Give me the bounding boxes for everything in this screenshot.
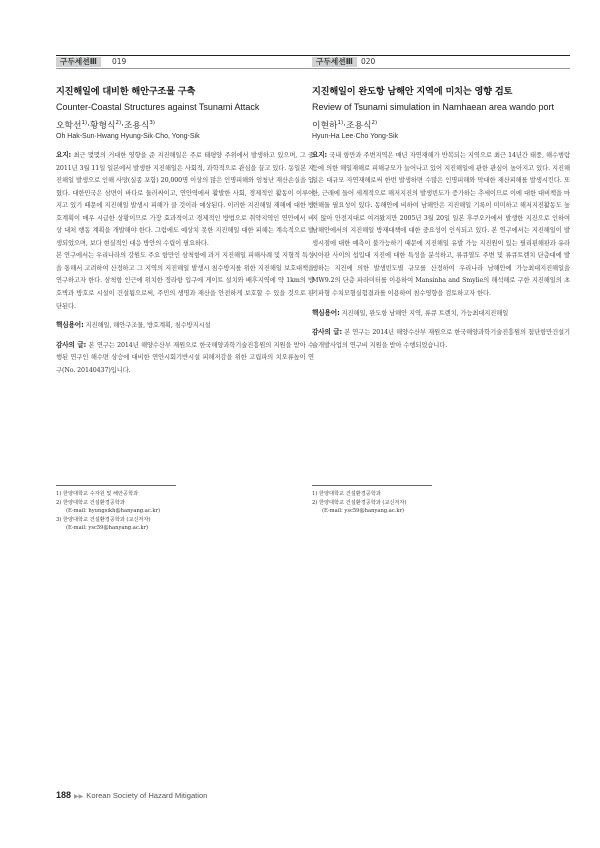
- title-english: Review of Tsunami simulation in Namhaean area wando port: [312, 102, 554, 112]
- author-sup: 1): [81, 120, 88, 127]
- abstract-text: 국내 항만과 주변지역은 매년 자연재해가 반복되는 지역으로 최근 14년간 태풍, 해수범람 등에 의한 해일재해로 피해규모가 늘어나고 있어 지진해일에 관한 관심이 높아지고 있다. 지진해일은 대규모 자연재해로써 한번 발생하면 수많은 인명피해와 막대한 재산피해를 발생시킨다. 또한, 근래에 들어 세계적으로 해저지진의 발생빈도가 증가하는 추세이므로 이에 대한 대비책을 마련해둘 필요성이 있다. 동해안에 비하여 남해안은 지진해일 기록이 미미하고 해저지진활동도 높지 않아 안전지대로 여겨왔지만 2005년 3월 20일 일본 후쿠오카에서 발생한 지진으로 인하여 남해안에서의 지진해일 방재대책에 대한 중요성이 인식되고 있다. 본 연구에서는 지진해일이 발생시점에 대한 예측이 불가능하기 때문에 지진해일 유발 가능 지진원이 있는 필리핀해판과 유라시아판 사이의 섭입대 지진에 대한 특성을 분석하고, 류큐열도 주변 및 류큐트렌치 단층대에 발생하는 지진에 의한 발생빈도별 규모를 산정하여 우리나라 남해안에 가능최대지진해일을 MW9.2의 단층 파라미터를 이용하여 Mansinha and Smylie의 해석해로 구한 지진해일의 초기파형 수치모형실험결과를 이용하여 침수영향을 검토하고자 한다.: [312, 152, 570, 298]
- author-sup: 2): [371, 120, 378, 127]
- footnote-email: (E-mail: hyungsikh@hanyang.ac.kr): [66, 508, 161, 515]
- ack-label: 감사의 글:: [56, 340, 87, 349]
- article-number: 020: [361, 57, 376, 66]
- footnote-email: (E-mail: ysc59@hanyang.ac.kr): [66, 525, 149, 532]
- abstract-body: [56, 149, 314, 377]
- author-sup: 1): [337, 120, 344, 127]
- author-name: 조용식: [123, 121, 150, 131]
- author-name: 이현하: [312, 121, 338, 131]
- title-korean: 지진해일이 완도항 남해안 지역에 미치는 영향 검토: [312, 86, 513, 97]
- page-number: 188: [56, 790, 72, 800]
- author-sup: 2): [115, 120, 122, 127]
- session-header: [312, 55, 570, 69]
- session-label: 구두세션Ⅲ: [312, 57, 357, 67]
- keywords-text: 지진해일, 완도항 남해안 지역, 류큐 트렌치, 가능최대지진해일: [341, 309, 509, 317]
- keywords-text: 지진해일, 해안구조물, 방호계획, 침수방지시설: [85, 322, 211, 330]
- keywords: [312, 307, 570, 321]
- session-header: [56, 55, 314, 69]
- abstract-label: 요지:: [312, 151, 328, 159]
- acknowledgement: [312, 326, 570, 352]
- footnote: 3) 한양대학교 건설환경공학과 (교신저자): [56, 516, 151, 523]
- acknowledgement: [56, 339, 314, 378]
- ack-text: 본 연구는 2014년 해양수산부 재원으로 한국해양과학기술진흥원의 첨단항만건설기술개발사업의 연구비 지원을 받아 수행되었습니다.: [312, 329, 571, 349]
- author-name: 황형식: [89, 121, 116, 131]
- page-footer: [56, 790, 207, 800]
- abstract-paragraph: [56, 149, 314, 250]
- authors-korean: 오학선$^{1)}$·황형식$^{2)}$·조용식$^{3)}$: [56, 120, 156, 131]
- author-sup: 3): [149, 120, 156, 127]
- footnote: 1) 한양대학교 건설환경공학과: [312, 491, 381, 497]
- footnote: 1) 한양대학교 수자원 및 해안공학과: [56, 491, 139, 497]
- abstract-paragraph: 본 연구에서는 우리나라의 강원도 주요 항만인 삼척항에 과거 지진해일 피해사례 및 지형적 특성을 통해서 고려하여 산정하고 그 지역의 지진해일 발생시 침수방지를 위한 지진해일 보호대책을 연구하고자 한다. 삼척항 인근에 위치한 정라항 입구에 게이트 설치와 배후지역에 약 1km의 방호벽과 방호로 시설이 건설됨으로써, 주민의 생명과 재산을 안전하게 보호할 수 있을 것으로 판단된다.: [56, 252, 314, 310]
- ack-label: 감사의 글:: [312, 328, 343, 337]
- double-arrow-icon: ▶▶: [74, 794, 84, 800]
- author-name: 오학선: [56, 121, 82, 131]
- session-label: 구두세션Ⅲ: [56, 57, 101, 67]
- abstract-label: 요지:: [56, 151, 72, 159]
- journal-name: Korean Society of Hazard Mitigation: [86, 791, 208, 800]
- abstract-text: 최근 몇몇의 거대한 영향을 준 지진해일은 주로 태평양 주위에서 발생하고 있으며, 그 중 2011년 3월 11일 일본에서 발생한 지진해일은 사회적, 과학적으로 관심을 끌고 있다. 동일본 지진해일 발생으로 인해 사망(실종 포함) 20,000명 이상의 많은 인명피해와 엄청난 재산손실을 입혔다. 대한민국은 삼면이 바다로 둘러싸이고, 연안역에서 활발한 사회, 경제적인 활동이 이루어지고 있기 때문에 지진해일 발생시 피해가 클 것이라 예상된다. 이러한 지진해일 재해에 대한 방호계획이 매우 시급한 상황이므로 가장 효과적이고 경제적인 방법으로 취약지역인 연안에서 비상 대처 행동 계획을 개발해야 한다. 그럼에도 예상치 못한 지진해일 대한 피해는 계속적으로 발생되었으며, 보다 현실적인 대응 방안의 수립이 필요하다.: [56, 152, 314, 247]
- article-number: 019: [112, 57, 127, 66]
- author-name: 조용식: [345, 121, 372, 131]
- authors-korean: 이현하$^{1)}$·조용식$^{2)}$: [312, 120, 378, 131]
- authors-english: Hyun-Ha Lee·Cho Yong-Sik: [312, 133, 398, 140]
- footnotes-019: [56, 485, 176, 533]
- footnote: 2) 한양대학교 건설환경공학과: [56, 499, 125, 506]
- footnotes-020: [312, 485, 432, 516]
- abstract-body: [312, 149, 570, 352]
- title-english: Counter-Coastal Structures against Tsunami Attack: [56, 102, 260, 112]
- article-019: [56, 55, 314, 377]
- article-020: [312, 55, 570, 352]
- ack-text: 본 연구는 2014년 해양수산부 재원으로 한국해양과학기술진흥원의 지원을 받아 수행된 연구인 해수면 상승에 대비한 연안시회기반시설 피해저감을 위한 고립파의 치오류높이 연구(No. 20140437)입니다.: [56, 341, 315, 374]
- keywords: [56, 319, 314, 333]
- keywords-label: 핵심용어:: [56, 321, 84, 330]
- footnote-email: (E-mail: ysc59@hanyang.ac.kr): [322, 508, 405, 515]
- title-korean: 지진해일에 대비한 해안구조물 구축: [56, 86, 196, 97]
- keywords-label: 핵심용어:: [312, 308, 340, 317]
- abstract-paragraph: [312, 149, 570, 301]
- footnote: 2) 한양대학교 건설환경공학과 (교신저자): [312, 499, 407, 506]
- authors-english: Oh Hak-Sun·Hwang Hyung-Sik·Cho, Yong-Sik: [56, 133, 200, 140]
